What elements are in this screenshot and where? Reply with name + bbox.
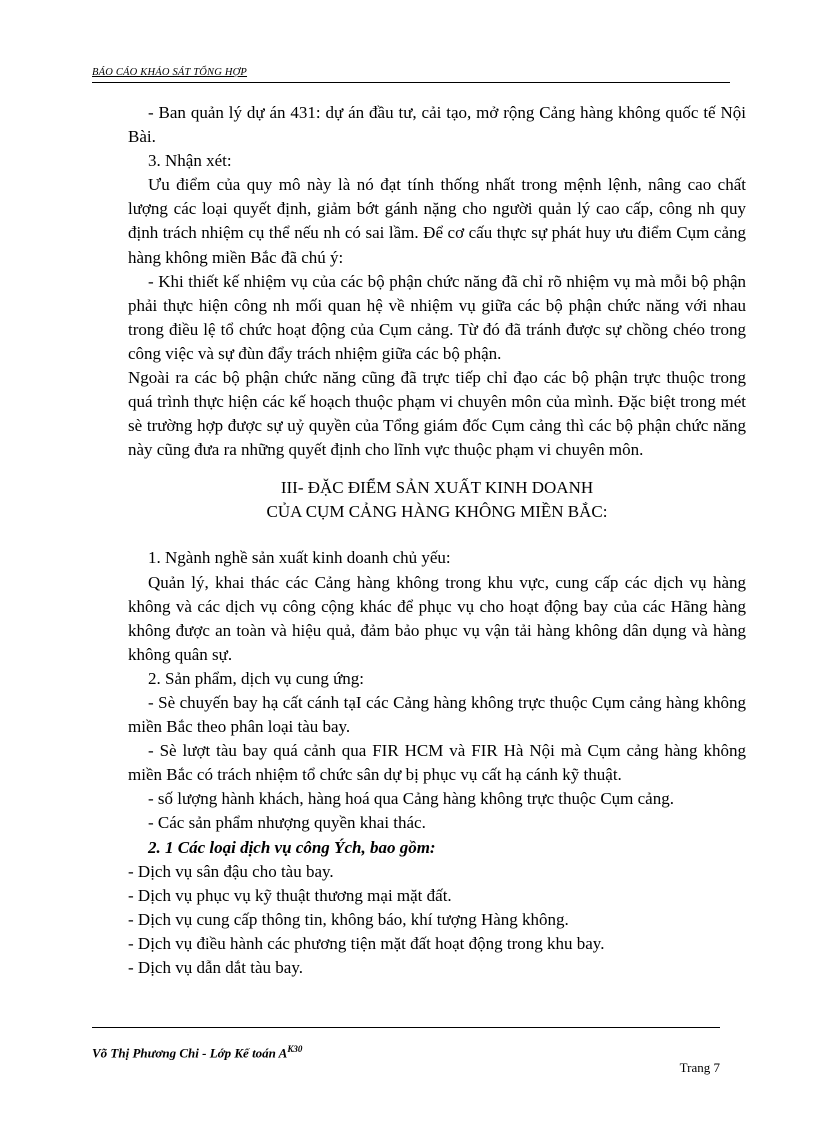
running-header: BÁO CÁO KHẢO SÁT TỔNG HỢP [92,67,248,78]
section-title [128,476,746,524]
list-item: - Dịch vụ điều hành các phương tiện mặt đất hoạt động trong khu bay. [128,933,605,953]
spacer [128,524,746,546]
header-divider [92,82,730,83]
paragraph-nganh-nghe: Quản lý, khai thác các Cảng hàng không trong khu vực, cung cấp các dịch vụ hàng không và các dịch vụ công cộng khác để phục vụ cho hoạt động bay của các Hãng hàng không được an toàn và hiệu quả, đảm bảo phục vụ vận tải hàng không dân dụng và hàng không quân sự. [128,572,746,664]
footer-author [92,1041,302,1061]
list-item: - Các sản phẩm nhượng quyền khai thác. [148,813,426,833]
footer-author-superscript: K30 [287,1044,303,1054]
section-title-line-2: CỦA CỤM CẢNG HÀNG KHÔNG MIỀN BẮC: [266,502,608,522]
page-number: Trang 7 [679,1060,720,1075]
paragraph-ban-quan-ly: - Ban quản lý dự án 431: dự án đầu tư, cải tạo, mở rộng Cảng hàng không quốc tế Nội Bài. [128,103,746,147]
heading-san-pham: 2. Sản phẩm, dịch vụ cung ứng: [148,668,365,688]
list-item: - Sè lượt tàu bay quá cảnh qua FIR HCM và FIR Hà Nội mà Cụm cảng hàng không miền Bắc có trách nhiệm tổ chức sân dự bị phục vụ cất hạ cánh kỹ thuật. [128,741,746,785]
page-body [128,101,746,980]
list-item: - Sè chuyến bay hạ cất cánh tạI các Cảng hàng không trực thuộc Cụm cảng hàng không miền Bắc theo phân loại tàu bay. [128,692,746,737]
paragraph-uu-diem: Ưu điểm của quy mô này là nó đạt tính thống nhất trong mệnh lệnh, nâng cao chất lượng các loại quyết định, giảm bớt gánh nặng cho người quản lý cao cấp, công nh quy định trách nhiệm cụ thể nếu nh có sai lầm. Để cơ cấu thực sự phát huy ưu điểm Cụm cảng hàng không miền Bắc đã chú ý: [128,175,746,267]
paragraph-thiet-ke-nhiem-vu: - Khi thiết kế nhiệm vụ của các bộ phận chức năng đã chỉ rõ nhiệm vụ mà mỗi bộ phận phải thực hiện công nh mối quan hệ về nhiệm vụ giữa các bộ phận chức năng với nhau trong điều lệ tổ chức hoạt động của Cụm cảng. Từ đó đã tránh được sự chồng chéo trong công việc và sự đùn đẩy trách nhiệm giữa các bộ phận. [128,271,746,363]
list-item: - Dịch vụ phục vụ kỹ thuật thương mại mặt đất. [128,885,452,905]
list-item: - Dịch vụ dẫn dắt tàu bay. [128,958,303,977]
list-item: - Dịch vụ sân đậu cho tàu bay. [128,861,334,881]
list-item: - số lượng hành khách, hàng hoá qua Cảng hàng không trực thuộc Cụm cảng. [148,789,674,809]
paragraph-ngoai-ra: Ngoài ra các bộ phận chức năng cũng đã trực tiếp chỉ đạo các bộ phận trực thuộc trong quá trình thực hiện các kế hoạch thuộc phạm vi chuyên môn của mình. Đặc biệt trong mét sè trường hợp được sự uỷ quyền của Tổng giám đốc Cụm cảng thì các bộ phận chức năng này cũng đưa ra những quyết định cho lĩnh vực thuộc phạm vi chuyên môn. [128,368,746,460]
heading-nganh-nghe: 1. Ngành nghề sản xuất kinh doanh chủ yếu: [148,548,451,568]
section-title-line-1: III- ĐẶC ĐIỂM SẢN XUẤT KINH DOANH [280,478,594,498]
footer-author-text: Võ Thị Phương Chi - Lớp Kế toán A [92,1045,288,1061]
list-item: - Dịch vụ cung cấp thông tin, không báo, khí tượng Hàng không. [128,909,569,929]
heading-dich-vu-cong-ich: 2. 1 Các loại dịch vụ công Ých, bao gồm: [148,837,436,857]
footer-divider [92,1027,720,1028]
heading-nhan-xet: 3. Nhận xét: [148,151,232,171]
